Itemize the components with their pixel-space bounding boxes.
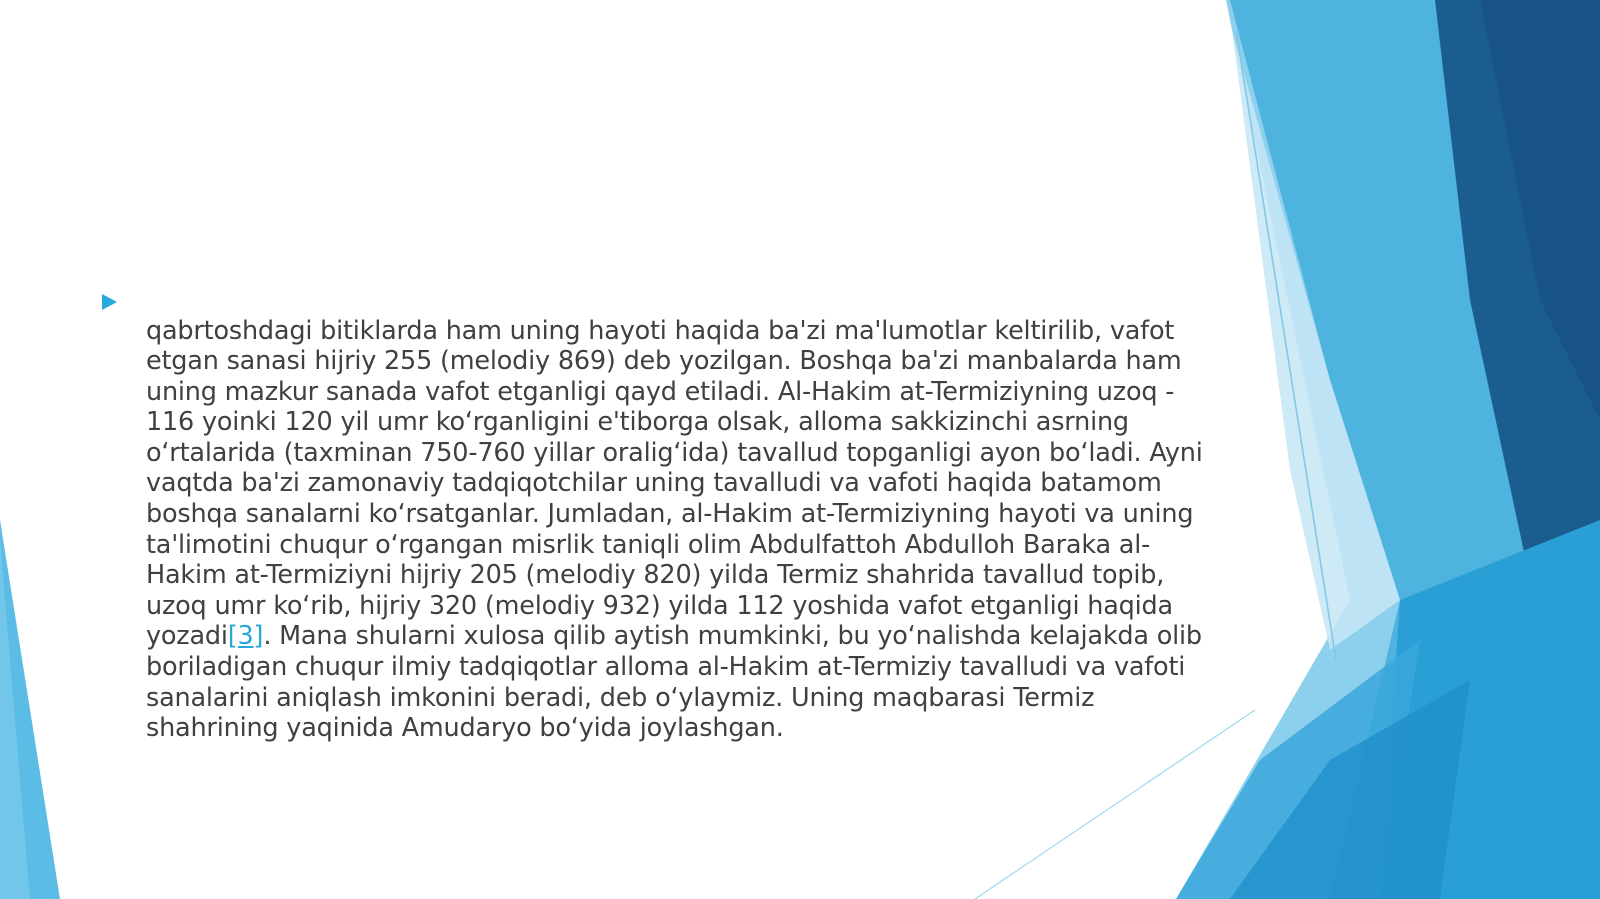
bullet-paragraph: [100, 290, 1210, 769]
paragraph-text-before-ref: qabrtoshdagi bitiklarda ham uning hayoti haqida ba'zi ma'lumotlar keltirilib, vafot etgan sanasi hijriy 255 (melodiy 869) deb yozilgan. Boshqa ba'zi manbalarda ham uning mazkur sanada vafot etganligi qayd etiladi. Al-Hakim at-Termiziyning uzoq - 116 yoinki 120 yil umr ko‘rganligini e'tiborga olsak, alloma sakkizinchi asrning o‘rtalarida (taxminan 750-760 yillar oralig‘ida) tavallud topganligi ayon bo‘ladi. Ayni vaqtda ba'zi zamonaviy tadqiqotchilar uning tavalludi va vafoti haqida batamom boshqa sanalarni ko‘rsatganlar. Jumladan, al-Hakim at-Termiziyning hayoti va uning ta'limotini chuqur o‘rgangan misrlik taniqli olim Abdulfattoh Abdulloh Baraka al-Hakim at-Termiziyni hijriy 205 (melodiy 820) yilda Termiz shahrida tavallud topib, uzoq umr ko‘rib, hijriy 320 (melodiy 932) yilda 112 yoshida vafot etganligi haqida yozadi: [146, 315, 1203, 652]
reference-link[interactable]: [3]: [227, 621, 264, 652]
body-text: [146, 316, 1210, 744]
paragraph-text-after-ref: . Mana shularni xulosa qilib aytish mumkinki, bu yo‘nalishda kelajakda olib boriladigan chuqur ilmiy tadqiqotlar alloma al-Hakim at-Termiziy tavalludi va vafoti sanalarini aniqlash imkonini beradi, deb o‘ylaymiz. Uning maqbarasi Termiz shahrining yaqinida Amudaryo bo‘yida joylashgan.: [146, 621, 1202, 744]
triangle-bullet-icon: [102, 294, 117, 310]
